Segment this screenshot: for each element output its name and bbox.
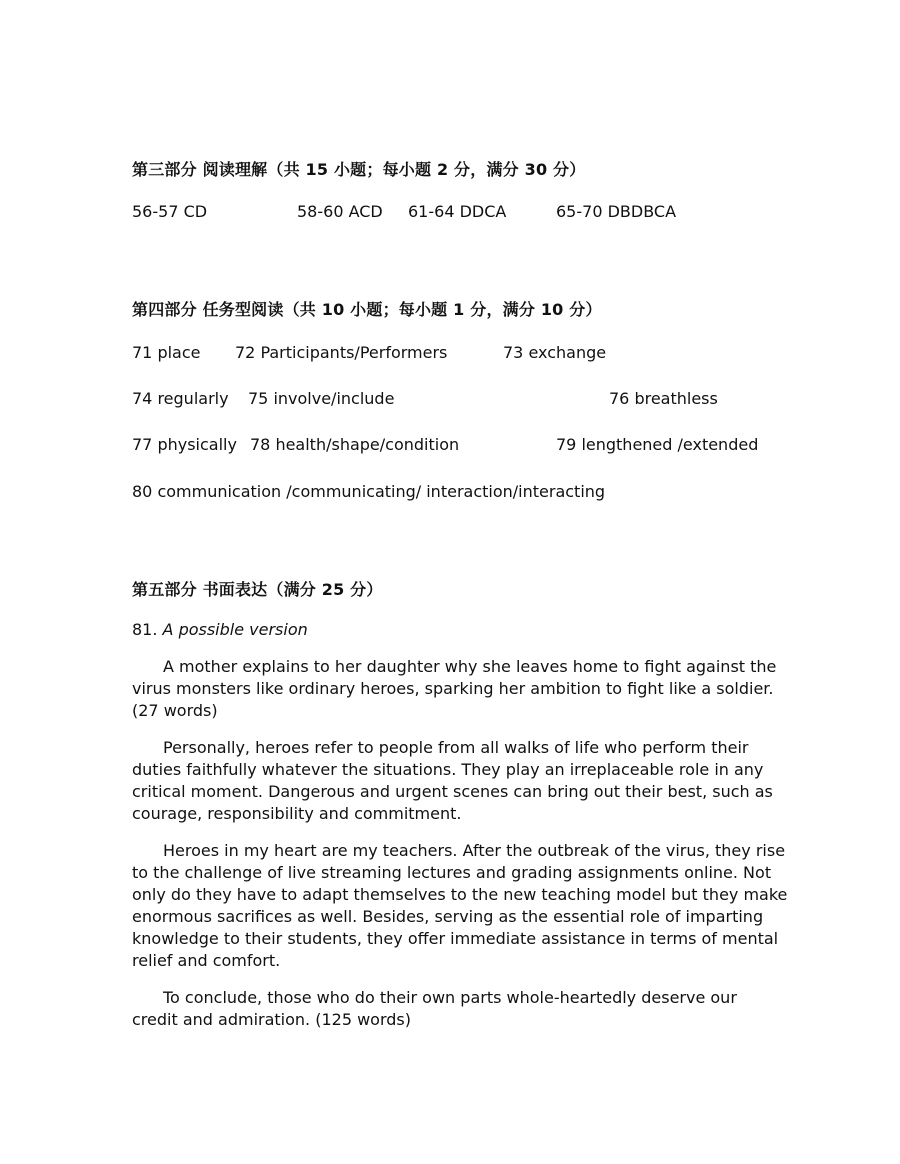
paragraph-line: to the challenge of live streaming lectures and grading assignments online. Not [132,863,772,882]
paragraph-line: A mother explains to her daughter why she leaves home to fight against the [163,657,777,676]
answer-item: 61-64 DDCA [408,202,507,221]
answer-item: 74 regularly [132,389,229,408]
paragraph-line: virus monsters like ordinary heroes, sparking her ambition to fight like a soldier. [132,679,774,698]
section3-heading: 第三部分 阅读理解（共 15 小题；每小题 2 分，满分 30 分） [132,160,586,179]
section4-answers-row [0,482,900,506]
answer-item: 78 health/shape/condition [250,435,460,454]
essay-paragraph [132,737,772,825]
section4-answers-row [0,435,900,459]
section4-answers-row [0,389,900,413]
paragraph-line: Heroes in my heart are my teachers. After the outbreak of the virus, they rise [163,841,786,860]
answer-item: 76 breathless [609,389,718,408]
paragraph-line: duties faithfully whatever the situations. They play an irreplaceable role in any [132,760,764,779]
section3-answers-row [0,202,900,226]
answer-item: 79 lengthened /extended [556,435,759,454]
question-version-label: A possible version [162,620,308,639]
paragraph-line: To conclude, those who do their own parts whole-heartedly deserve our [163,988,737,1007]
answer-item: 80 communication /communicating/ interaction/interacting [132,482,606,501]
answer-item: 65-70 DBDBCA [556,202,677,221]
paragraph-line: relief and comfort. [132,951,281,970]
essay-paragraph [132,987,772,1031]
answer-item: 75 involve/include [248,389,395,408]
question-81-label [132,620,308,639]
answer-item: 56-57 CD [132,202,208,221]
essay-paragraph [132,656,777,722]
section4-answers-row [0,343,900,367]
answer-item: 73 exchange [503,343,607,362]
essay-paragraph [132,840,788,972]
answer-item: 71 place [132,343,201,362]
paragraph-line: enormous sacrifices as well. Besides, serving as the essential role of imparting [132,907,764,926]
answer-item: 72 Participants/Performers [235,343,448,362]
section4-heading: 第四部分 任务型阅读（共 10 小题；每小题 1 分，满分 10 分） [132,300,602,319]
paragraph-line: only do they have to adapt themselves to the new teaching model but they make [132,885,788,904]
answer-item: 77 physically [132,435,237,454]
paragraph-line: critical moment. Dangerous and urgent scenes can bring out their best, such as [132,782,773,801]
question-number: 81. [132,620,163,639]
paragraph-line: knowledge to their students, they offer immediate assistance in terms of mental [132,929,779,948]
paragraph-line: Personally, heroes refer to people from all walks of life who perform their [163,738,749,757]
answer-item: 58-60 ACD [297,202,383,221]
paragraph-line: courage, responsibility and commitment. [132,804,462,823]
paragraph-line: credit and admiration. (125 words) [132,1010,411,1029]
paragraph-line: (27 words) [132,701,218,720]
section5-heading: 第五部分 书面表达（满分 25 分） [132,580,383,599]
